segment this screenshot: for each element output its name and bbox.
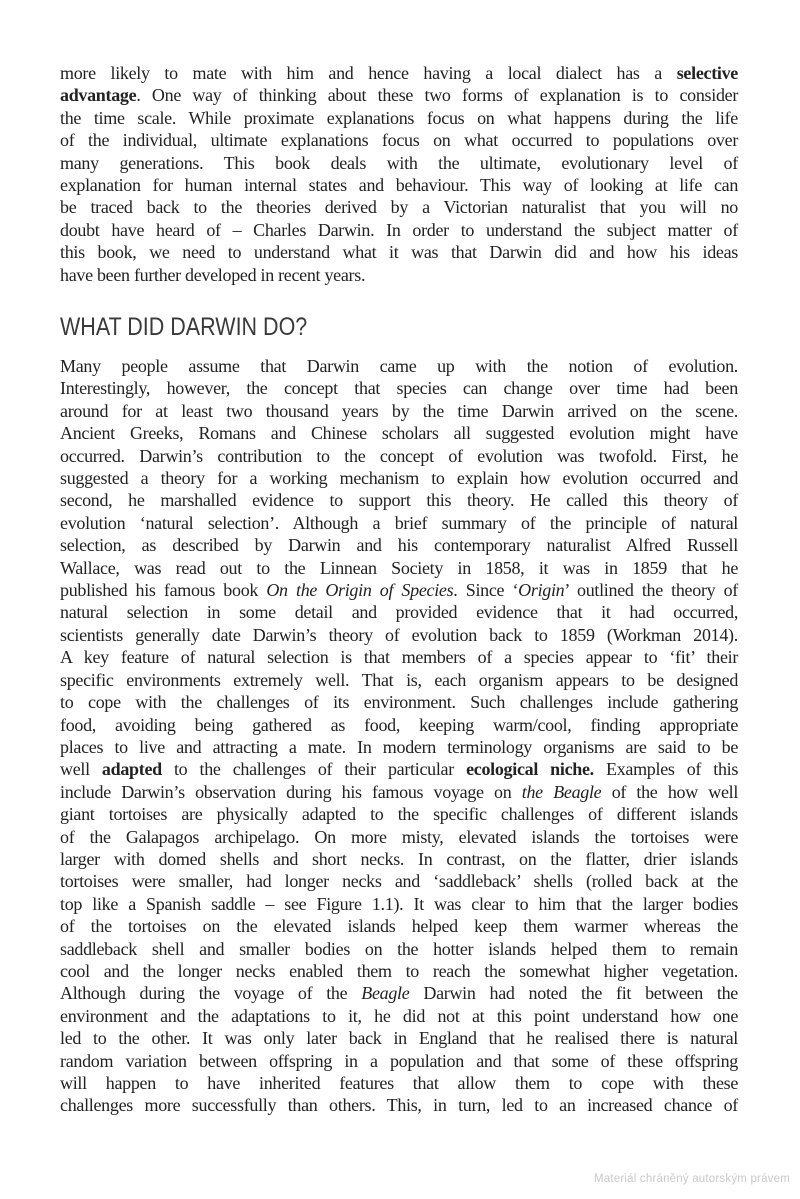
text-line: Wallace, was read out to the Linnean Society in 1858, it was in 1859 that he: [60, 557, 739, 578]
text-line: saddleback shell and smaller bodies on the hotter islands helped them to remain: [60, 938, 738, 959]
text-line: doubt have heard of – Charles Darwin. In order to understand the subject matter of: [60, 219, 738, 240]
text-line: well adapted to the challenges of their particular ecological niche. Examples of this: [60, 759, 739, 780]
text-line: specific environments extremely well. That is, each organism appears to be designed: [60, 669, 739, 690]
text-line: of the individual, ultimate explanations focus on what occurred to populations over: [60, 130, 739, 151]
paragraph: [60, 62, 738, 286]
text-line: suggested a theory for a working mechanism to explain how evolution occurred and: [60, 468, 739, 489]
paragraph: [60, 355, 738, 1117]
text-line: advantage. One way of thinking about these two forms of explanation is to consider: [60, 85, 739, 106]
text-line: places to live and attracting a mate. In modern terminology organisms are said to be: [60, 736, 739, 757]
text-line: tortoises were smaller, had longer necks and ‘saddleback’ shells (rolled back at the: [60, 871, 738, 892]
section-heading: WHAT DID DARWIN DO?: [60, 313, 308, 341]
text-line: occurred. Darwin’s contribution to the concept of evolution was twofold. First, he: [60, 445, 739, 466]
text-line: challenges more successfully than others. This, in turn, led to an increased chance of: [60, 1095, 738, 1116]
text-line: evolution ‘natural selection’. Although a brief summary of the principle of natural: [60, 512, 739, 533]
text-line: more likely to mate with him and hence having a local dialect has a selective: [60, 63, 738, 83]
text-line: of the tortoises on the elevated islands helped keep them warmer whereas the: [60, 916, 738, 937]
text-line: giant tortoises are physically adapted to the specific challenges of different islands: [60, 804, 738, 825]
text-line: many generations. This book deals with the ultimate, evolutionary level of: [60, 152, 738, 173]
text-line: top like a Spanish saddle – see Figure 1.1). It was clear to him that the larger bodies: [60, 893, 739, 914]
text-line: Interestingly, however, the concept that species can change over time had been: [60, 378, 738, 399]
text-line: explanation for human internal states and behaviour. This way of looking at life can: [60, 175, 739, 196]
text-line: include Darwin’s observation during his famous voyage on the Beagle of the how well: [60, 781, 739, 802]
text-line: food, avoiding being gathered as food, keeping warm/cool, finding appropriate: [60, 714, 739, 735]
text-line: larger with domed shells and short necks. In contrast, on the flatter, drier islands: [60, 848, 738, 869]
text-line: random variation between offspring in a population and that some of these offspring: [60, 1050, 739, 1071]
text-line: Ancient Greeks, Romans and Chinese scholars all suggested evolution might have: [60, 423, 738, 444]
text-line: environment and the adaptations to it, he did not at this point understand how one: [60, 1005, 739, 1026]
text-line: to cope with the challenges of its environment. Such challenges include gathering: [60, 692, 739, 713]
copyright-watermark: Materiál chráněný autorským právem: [594, 1173, 790, 1185]
text-line: around for at least two thousand years by the time Darwin arrived on the scene.: [60, 400, 738, 421]
text-line: published his famous book On the Origin of Species. Since ‘Origin’ outlined the theory of: [60, 580, 738, 601]
text-line: selection, as described by Darwin and his contemporary naturalist Alfred Russell: [60, 535, 738, 556]
text-line: be traced back to the theories derived by a Victorian naturalist that you will no: [60, 197, 739, 218]
text-line: of the Galapagos archipelago. On more misty, elevated islands the tortoises were: [60, 826, 739, 847]
text-line: A key feature of natural selection is that members of a species appear to ‘fit’ their: [60, 647, 739, 668]
text-line: Many people assume that Darwin came up with the notion of evolution.: [60, 356, 738, 376]
text-line: scientists generally date Darwin’s theory of evolution back to 1859 (Workman 2014).: [60, 624, 738, 645]
text-line: this book, we need to understand what it was that Darwin did and how his ideas: [60, 242, 738, 263]
text-line: Although during the voyage of the Beagle Darwin had noted the fit between the: [60, 983, 738, 1004]
text-line: have been further developed in recent years.: [60, 264, 366, 285]
text-line: second, he marshalled evidence to support this theory. He called this theory of: [60, 490, 739, 511]
text-line: the time scale. While proximate explanations focus on what happens during the life: [60, 107, 738, 128]
text-line: led to the other. It was only later back in England that he realised there is natural: [60, 1028, 738, 1049]
text-line: will happen to have inherited features that allow them to cope with these: [60, 1073, 739, 1093]
text-line: natural selection in some detail and provided evidence that it had occurred,: [60, 602, 739, 623]
text-line: cool and the longer necks enabled them to reach the somewhat higher vegetation.: [60, 960, 738, 981]
